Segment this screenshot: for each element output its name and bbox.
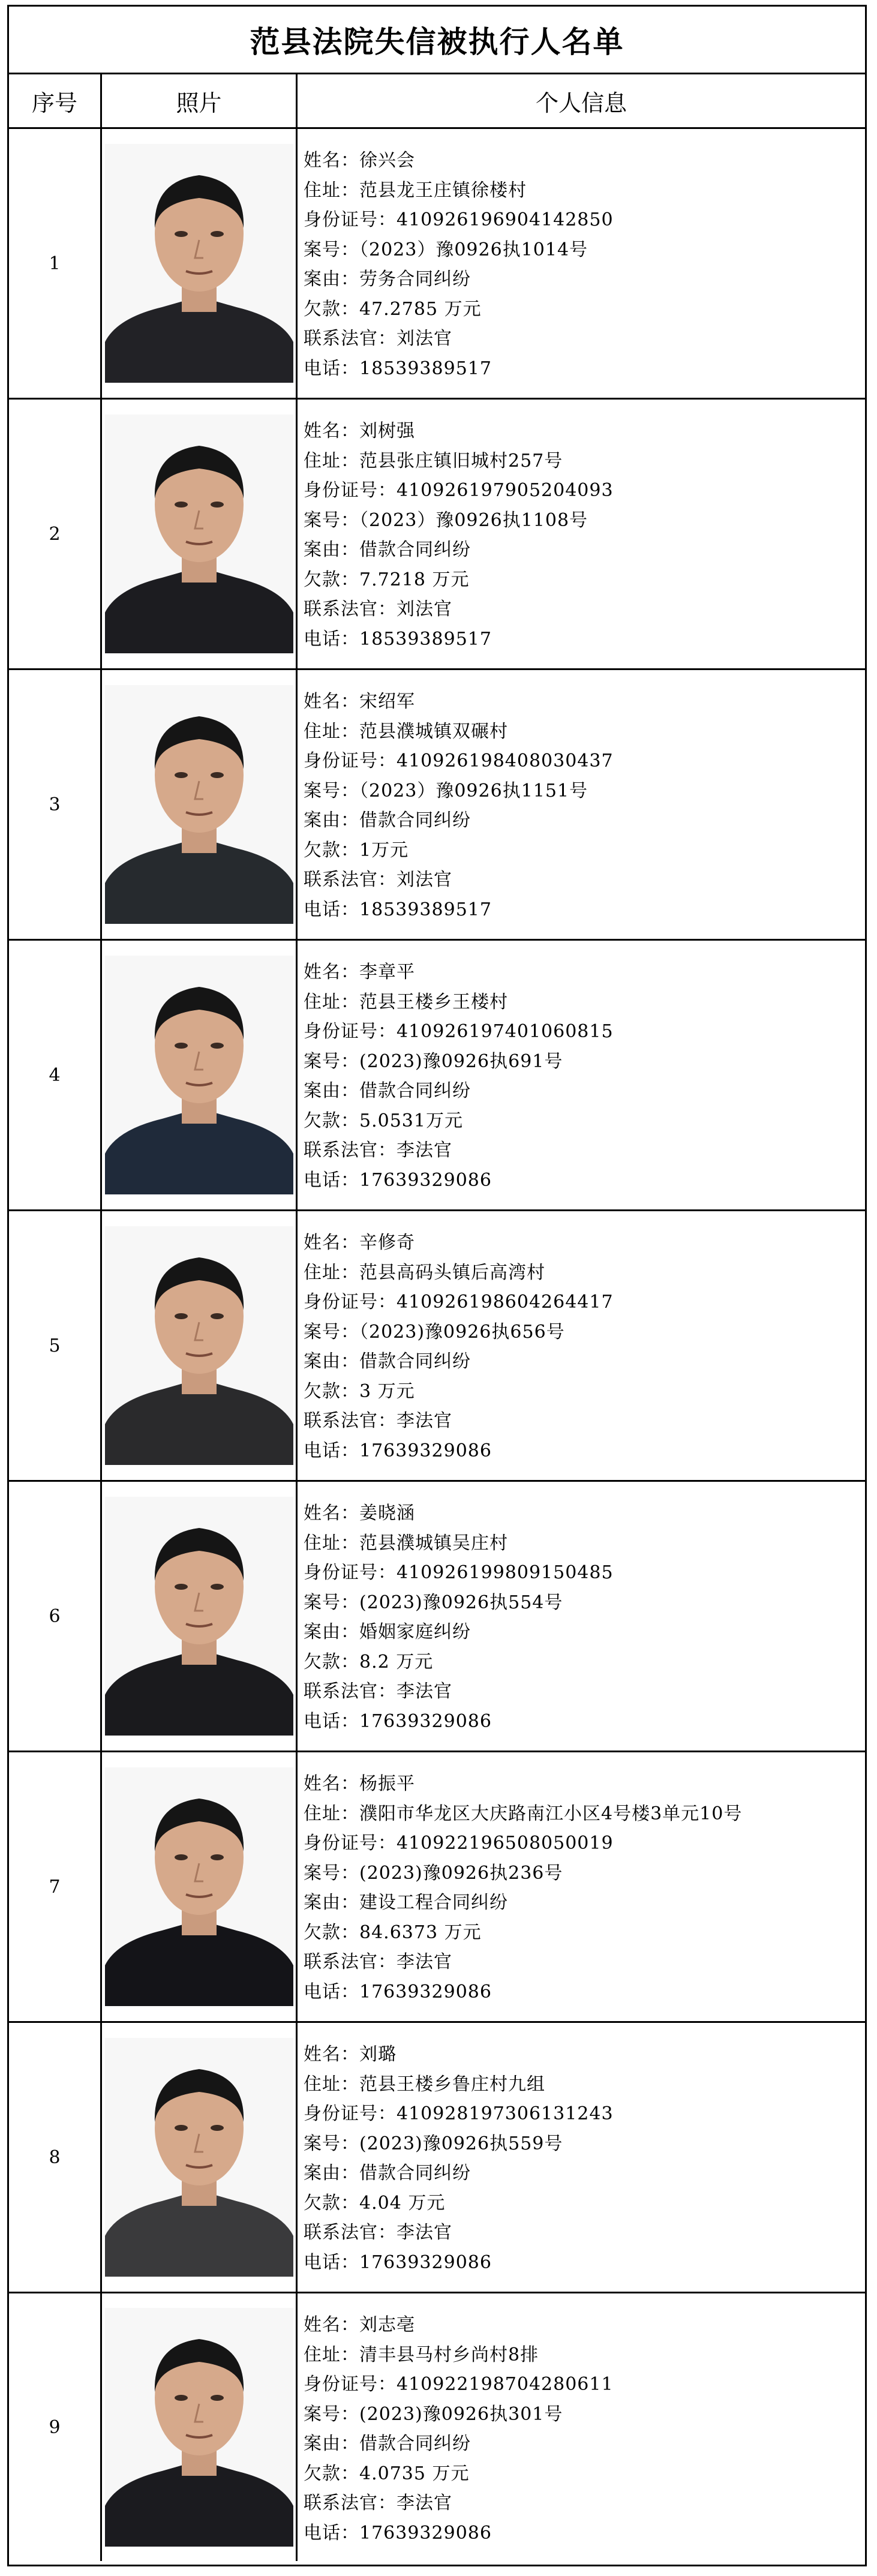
portrait-photo (105, 144, 293, 383)
reason-label: 案由： (304, 2163, 359, 2184)
id-value: 410926197401060815 (397, 1021, 614, 1042)
debt-line (304, 2188, 865, 2218)
index-number: 2 (49, 523, 61, 545)
name-label: 姓名： (304, 2314, 359, 2335)
photo-cell (102, 2293, 298, 2561)
reason-line (304, 1347, 865, 1377)
judge-value: 李法官 (397, 1681, 452, 1702)
reason-label: 案由： (304, 1622, 359, 1643)
reason-label: 案由： (304, 269, 359, 290)
reason-line (304, 1888, 865, 1918)
id-label: 身份证号： (304, 1021, 397, 1042)
photo-cell (102, 1752, 298, 2021)
row-index (9, 400, 102, 668)
case-value: （2023）豫0926执1014号 (359, 239, 588, 260)
debt-label: 欠款： (304, 569, 359, 590)
case-value: (2023)豫0926执554号 (359, 1592, 563, 1613)
judge-value: 刘法官 (397, 869, 452, 890)
table-row (9, 129, 865, 400)
debt-line (304, 295, 865, 325)
id-label: 身份证号： (304, 2103, 397, 2124)
reason-value: 借款合同纠纷 (359, 810, 471, 831)
address-label: 住址： (304, 450, 359, 472)
phone-line (304, 1436, 865, 1466)
portrait-photo (105, 2038, 293, 2277)
name-line (304, 1499, 865, 1529)
reason-line (304, 1617, 865, 1647)
case-label: 案号： (304, 2133, 359, 2154)
reason-value: 借款合同纠纷 (359, 1351, 471, 1372)
judge-line (304, 1947, 865, 1977)
name-label: 姓名： (304, 421, 359, 442)
debt-line (304, 836, 865, 866)
index-number: 3 (49, 794, 61, 815)
id-label: 身份证号： (304, 1562, 397, 1583)
index-number: 1 (49, 253, 61, 274)
phone-value: 17639329086 (359, 1440, 492, 1461)
row-index (9, 129, 102, 398)
phone-line (304, 2518, 865, 2548)
id-label: 身份证号： (304, 480, 397, 501)
info-cell (298, 1752, 865, 2021)
debt-value: 3 万元 (359, 1380, 415, 1402)
judge-value: 李法官 (397, 1951, 452, 1972)
case-line (304, 1588, 865, 1618)
debt-line (304, 1918, 865, 1948)
reason-label: 案由： (304, 1892, 359, 1913)
address-value: 范县濮城镇双碾村 (359, 720, 508, 742)
portrait-photo (105, 2308, 293, 2547)
address-value: 范县张庄镇旧城村257号 (359, 450, 563, 472)
row-index (9, 941, 102, 1209)
case-line (304, 506, 865, 536)
id-line (304, 746, 865, 776)
debt-label: 欠款： (304, 1380, 359, 1402)
judge-line (304, 865, 865, 895)
id-line (304, 1287, 865, 1317)
case-label: 案号： (304, 1321, 359, 1343)
info-cell (298, 129, 865, 398)
judge-line (304, 2488, 865, 2518)
debt-line (304, 1106, 865, 1136)
person-photo (105, 956, 293, 1194)
row-index (9, 670, 102, 939)
id-label: 身份证号： (304, 1833, 397, 1854)
index-number: 4 (49, 1064, 61, 1086)
person-photo (105, 1497, 293, 1736)
phone-line (304, 1977, 865, 2007)
address-label: 住址： (304, 2073, 359, 2095)
name-value: 刘志亳 (359, 2314, 415, 2335)
address-value: 范县龙王庄镇徐楼村 (359, 179, 527, 201)
judge-line (304, 2218, 865, 2248)
phone-label: 电话： (304, 2251, 359, 2273)
table-row (9, 1752, 865, 2023)
reason-value: 借款合同纠纷 (359, 539, 471, 560)
phone-label: 电话： (304, 1981, 359, 2002)
table-row (9, 1211, 865, 1482)
id-value: 410922196508050019 (397, 1833, 614, 1854)
header-info: 个人信息 (535, 89, 627, 116)
name-label: 姓名： (304, 150, 359, 171)
table-row (9, 400, 865, 670)
photo-cell (102, 670, 298, 939)
judge-value: 刘法官 (397, 599, 452, 620)
id-value: 410926197905204093 (397, 480, 614, 501)
debt-value: 84.6373 万元 (359, 1922, 482, 1943)
table-row (9, 670, 865, 941)
case-label: 案号： (304, 509, 359, 531)
address-value: 范县濮城镇吴庄村 (359, 1532, 508, 1554)
info-cell (298, 400, 865, 668)
debt-label: 欠款： (304, 1922, 359, 1943)
case-value: （2023)豫0926执656号 (359, 1321, 565, 1343)
name-label: 姓名： (304, 1773, 359, 1794)
judge-label: 联系法官： (304, 1410, 397, 1431)
phone-value: 17639329086 (359, 2522, 492, 2544)
address-line (304, 1529, 865, 1559)
id-line (304, 2370, 865, 2400)
debt-label: 欠款： (304, 1110, 359, 1131)
index-number: 5 (49, 1335, 61, 1356)
id-value: 410928197306131243 (397, 2103, 614, 2124)
address-value: 范县高码头镇后高湾村 (359, 1262, 545, 1283)
address-line (304, 176, 865, 206)
case-label: 案号： (304, 1862, 359, 1884)
debt-value: 4.0735 万元 (359, 2463, 470, 2484)
judge-line (304, 595, 865, 625)
reason-line (304, 2429, 865, 2459)
address-line (304, 2070, 865, 2100)
index-number: 7 (49, 1876, 61, 1898)
phone-value: 17639329086 (359, 2251, 492, 2273)
debt-line (304, 1647, 865, 1677)
case-value: (2023)豫0926执236号 (359, 1862, 563, 1884)
id-value: 410926196904142850 (397, 209, 614, 230)
name-value: 辛修奇 (359, 1232, 415, 1253)
info-cell (298, 670, 865, 939)
name-value: 杨振平 (359, 1773, 415, 1794)
person-photo (105, 415, 293, 653)
judge-value: 李法官 (397, 1140, 452, 1161)
photo-cell (102, 2023, 298, 2292)
judge-label: 联系法官： (304, 599, 397, 620)
name-label: 姓名： (304, 2044, 359, 2065)
case-value: （2023）豫0926执1151号 (359, 780, 588, 801)
address-label: 住址： (304, 1532, 359, 1554)
address-value: 范县王楼乡鲁庄村九组 (359, 2073, 545, 2095)
address-line (304, 2340, 865, 2370)
id-line (304, 476, 865, 506)
address-value: 濮阳市华龙区大庆路南江小区4号楼3单元10号 (359, 1803, 743, 1824)
phone-value: 17639329086 (359, 1169, 492, 1191)
header-index: 序号 (9, 74, 102, 127)
reason-label: 案由： (304, 1080, 359, 1101)
photo-cell (102, 941, 298, 1209)
judge-line (304, 1406, 865, 1436)
name-value: 刘树强 (359, 421, 415, 442)
address-label: 住址： (304, 991, 359, 1013)
document-title: 范县法院失信被执行人名单 (9, 7, 865, 74)
judge-label: 联系法官： (304, 2493, 397, 2514)
case-line (304, 2129, 865, 2159)
judge-label: 联系法官： (304, 1951, 397, 1972)
judge-line (304, 1136, 865, 1166)
name-line (304, 1228, 865, 1258)
photo-cell (102, 1211, 298, 1480)
case-label: 案号： (304, 239, 359, 260)
row-index (9, 1482, 102, 1751)
debt-label: 欠款： (304, 839, 359, 861)
info-cell (298, 1211, 865, 1480)
id-line (304, 1558, 865, 1588)
address-line (304, 1799, 865, 1829)
reason-line (304, 1076, 865, 1106)
reason-value: 婚姻家庭纠纷 (359, 1622, 471, 1643)
phone-line (304, 625, 865, 654)
name-value: 徐兴会 (359, 150, 415, 171)
reason-label: 案由： (304, 2433, 359, 2454)
address-label: 住址： (304, 720, 359, 742)
person-photo (105, 685, 293, 924)
id-value: 410926198604264417 (397, 1292, 614, 1313)
address-value: 清丰县马村乡尚村8排 (359, 2344, 539, 2365)
table-row (9, 2293, 865, 2561)
table-row (9, 941, 865, 1211)
case-line (304, 2400, 865, 2430)
person-photo (105, 2308, 293, 2547)
table-header-row (9, 74, 865, 129)
debt-value: 7.7218 万元 (359, 569, 470, 590)
phone-value: 17639329086 (359, 1981, 492, 2002)
judge-line (304, 1677, 865, 1707)
reason-label: 案由： (304, 539, 359, 560)
phone-value: 17639329086 (359, 1710, 492, 1732)
judge-label: 联系法官： (304, 1681, 397, 1702)
address-value: 范县王楼乡王楼村 (359, 991, 508, 1013)
case-label: 案号： (304, 2403, 359, 2425)
address-line (304, 717, 865, 747)
debt-line (304, 2459, 865, 2489)
phone-line (304, 1166, 865, 1196)
address-label: 住址： (304, 1262, 359, 1283)
case-label: 案号： (304, 780, 359, 801)
portrait-photo (105, 956, 293, 1194)
portrait-photo (105, 415, 293, 653)
id-value: 410926198408030437 (397, 750, 614, 771)
phone-value: 18539389517 (359, 358, 492, 379)
name-line (304, 146, 865, 176)
person-photo (105, 1767, 293, 2006)
portrait-photo (105, 1226, 293, 1465)
id-line (304, 2099, 865, 2129)
case-label: 案号： (304, 1050, 359, 1072)
phone-label: 电话： (304, 2522, 359, 2544)
debt-label: 欠款： (304, 2463, 359, 2484)
name-label: 姓名： (304, 1232, 359, 1253)
row-index (9, 2293, 102, 2561)
address-label: 住址： (304, 2344, 359, 2365)
id-label: 身份证号： (304, 1292, 397, 1313)
reason-line (304, 806, 865, 836)
reason-line (304, 265, 865, 295)
debt-line (304, 565, 865, 595)
person-photo (105, 144, 293, 383)
index-number: 8 (49, 2146, 61, 2168)
reason-label: 案由： (304, 1351, 359, 1372)
phone-line (304, 2248, 865, 2278)
reason-value: 建设工程合同纠纷 (359, 1892, 508, 1913)
id-label: 身份证号： (304, 2374, 397, 2395)
name-label: 姓名： (304, 962, 359, 983)
id-value: 410922198704280611 (397, 2374, 614, 2395)
id-line (304, 1017, 865, 1047)
phone-line (304, 895, 865, 925)
info-cell (298, 2293, 865, 2561)
debt-line (304, 1377, 865, 1407)
portrait-photo (105, 685, 293, 924)
photo-cell (102, 1482, 298, 1751)
debtor-list-table (7, 5, 867, 2566)
case-value: (2023)豫0926执301号 (359, 2403, 563, 2425)
reason-value: 借款合同纠纷 (359, 2163, 471, 2184)
debt-value: 4.04 万元 (359, 2192, 446, 2214)
row-index (9, 1752, 102, 2021)
case-label: 案号： (304, 1592, 359, 1613)
judge-value: 李法官 (397, 1410, 452, 1431)
phone-label: 电话： (304, 628, 359, 650)
person-photo (105, 1226, 293, 1465)
name-label: 姓名： (304, 691, 359, 712)
case-line (304, 1317, 865, 1347)
debt-label: 欠款： (304, 2192, 359, 2214)
info-cell (298, 941, 865, 1209)
portrait-photo (105, 1767, 293, 2006)
id-label: 身份证号： (304, 209, 397, 230)
reason-line (304, 535, 865, 565)
address-line (304, 987, 865, 1017)
judge-value: 李法官 (397, 2222, 452, 2243)
judge-label: 联系法官： (304, 869, 397, 890)
name-line (304, 687, 865, 717)
name-line (304, 2040, 865, 2070)
info-cell (298, 2023, 865, 2292)
name-line (304, 416, 865, 446)
judge-label: 联系法官： (304, 2222, 397, 2243)
reason-label: 案由： (304, 810, 359, 831)
id-line (304, 1829, 865, 1859)
photo-cell (102, 400, 298, 668)
phone-label: 电话： (304, 1710, 359, 1732)
debt-label: 欠款： (304, 298, 359, 320)
case-line (304, 1047, 865, 1077)
reason-line (304, 2158, 865, 2188)
index-number: 6 (49, 1605, 61, 1627)
reason-value: 借款合同纠纷 (359, 1080, 471, 1101)
phone-label: 电话： (304, 358, 359, 379)
case-line (304, 235, 865, 265)
person-photo (105, 2038, 293, 2277)
id-label: 身份证号： (304, 750, 397, 771)
table-body (9, 129, 865, 2561)
name-value: 刘璐 (359, 2044, 397, 2065)
name-value: 宋绍军 (359, 691, 415, 712)
case-line (304, 776, 865, 806)
name-line (304, 957, 865, 987)
case-value: (2023)豫0926执691号 (359, 1050, 563, 1072)
debt-value: 5.0531万元 (359, 1110, 463, 1131)
name-line (304, 1769, 865, 1799)
judge-label: 联系法官： (304, 328, 397, 349)
phone-line (304, 354, 865, 384)
phone-label: 电话： (304, 899, 359, 920)
reason-value: 劳务合同纠纷 (359, 269, 471, 290)
judge-value: 李法官 (397, 2493, 452, 2514)
row-index (9, 2023, 102, 2292)
portrait-photo (105, 1497, 293, 1736)
case-value: (2023)豫0926执559号 (359, 2133, 563, 2154)
judge-label: 联系法官： (304, 1140, 397, 1161)
address-label: 住址： (304, 1803, 359, 1824)
header-photo: 照片 (102, 74, 298, 127)
address-line (304, 1258, 865, 1288)
name-label: 姓名： (304, 1503, 359, 1524)
table-row (9, 2023, 865, 2293)
debt-value: 1万元 (359, 839, 409, 861)
photo-cell (102, 129, 298, 398)
address-line (304, 446, 865, 476)
index-number: 9 (49, 2416, 61, 2438)
case-value: （2023）豫0926执1108号 (359, 509, 588, 531)
phone-label: 电话： (304, 1169, 359, 1191)
info-cell (298, 1482, 865, 1751)
address-label: 住址： (304, 179, 359, 201)
row-index (9, 1211, 102, 1480)
name-line (304, 2310, 865, 2340)
phone-value: 18539389517 (359, 899, 492, 920)
debt-value: 47.2785 万元 (359, 298, 482, 320)
debt-label: 欠款： (304, 1651, 359, 1673)
name-value: 李章平 (359, 962, 415, 983)
id-value: 410926199809150485 (397, 1562, 614, 1583)
phone-value: 18539389517 (359, 628, 492, 650)
debt-value: 8.2 万元 (359, 1651, 434, 1673)
reason-value: 借款合同纠纷 (359, 2433, 471, 2454)
id-line (304, 205, 865, 235)
judge-value: 刘法官 (397, 328, 452, 349)
judge-line (304, 324, 865, 354)
table-row (9, 1482, 865, 1752)
case-line (304, 1859, 865, 1889)
phone-label: 电话： (304, 1440, 359, 1461)
name-value: 姜晓涵 (359, 1503, 415, 1524)
phone-line (304, 1707, 865, 1737)
